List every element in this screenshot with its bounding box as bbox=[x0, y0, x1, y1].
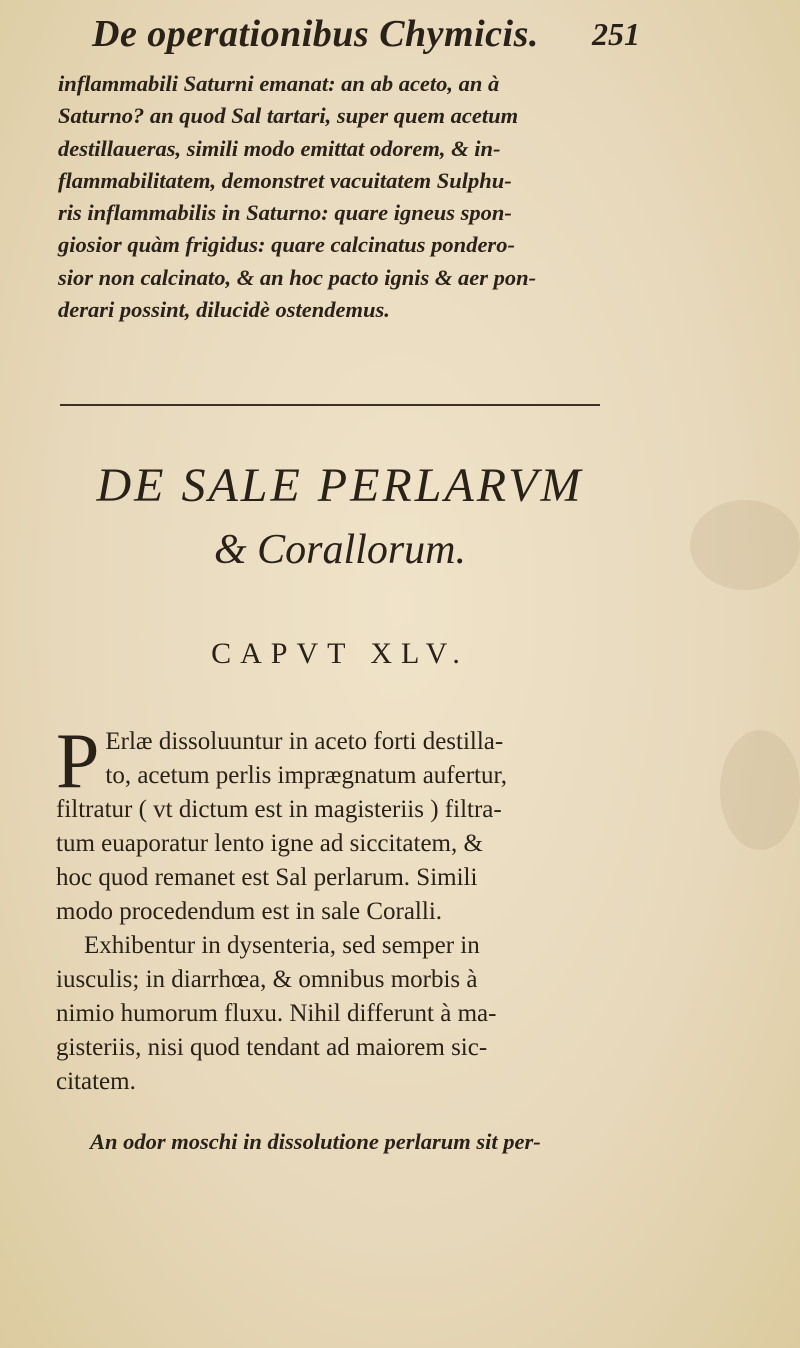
body-paragraph bbox=[56, 717, 636, 1099]
text-line: Exhibentur in dysenteria, sed semper in bbox=[84, 932, 480, 959]
text-line: modo procedendum est in sale Coralli. bbox=[56, 898, 443, 925]
text-line: hoc quod remanet est Sal perlarum. Simili bbox=[56, 864, 478, 891]
text-line: Erlæ dissoluuntur in aceto forti destilla- bbox=[105, 728, 504, 755]
text-line: derari possint, dilucidè ostendemus. bbox=[58, 297, 390, 323]
text-line: nimio humorum fluxu. Nihil differunt à ma- bbox=[56, 1000, 497, 1027]
text-line: to, acetum perlis imprægnatum aufertur, bbox=[105, 762, 508, 789]
text-line: citatem. bbox=[56, 1068, 136, 1095]
text-line: iusculis; in diarrhœa, & omnibus morbis à bbox=[56, 966, 478, 993]
text-line: giosior quàm frigidus: quare calcinatus pondero- bbox=[58, 232, 515, 258]
text-line: gisteriis, nisi quod tendant ad maiorem sic- bbox=[56, 1034, 488, 1061]
section-divider bbox=[60, 404, 600, 406]
page-number: 251 bbox=[592, 16, 640, 52]
text-line: flammabilitatem, demonstret vacuitatem Sulphu- bbox=[58, 167, 512, 193]
chapter-subtitle: & Corallorum. bbox=[213, 527, 467, 573]
chapter-title: DE SALE PERLARVM bbox=[96, 459, 584, 512]
catchword-line: An odor moschi in dissolutione perlarum sit per- bbox=[90, 1129, 541, 1154]
chapter-number: CAPVT XLV. bbox=[211, 637, 469, 670]
text-line: ris inflammabilis in Saturno: quare igneus spon- bbox=[58, 200, 512, 226]
drop-cap: P bbox=[56, 717, 100, 804]
paper-stain bbox=[690, 500, 800, 590]
text-line: sior non calcinato, & an hoc pacto ignis & aer pon- bbox=[58, 264, 537, 290]
text-line: filtratur ( vt dictum est in magisteriis ) filtra- bbox=[56, 796, 502, 823]
text-line: destillaueras, simili modo emittat odorem, & in- bbox=[58, 135, 501, 161]
running-title: De operationibus Chymicis. bbox=[92, 13, 539, 55]
intro-paragraph bbox=[58, 68, 638, 326]
page-header bbox=[80, 12, 640, 62]
paper-stain bbox=[720, 730, 800, 850]
text-line: Saturno? an quod Sal tartari, super quem acetum bbox=[58, 103, 519, 129]
text-line: tum euaporatur lento igne ad siccitatem, & bbox=[56, 830, 483, 857]
text-line: inflammabili Saturni emanat: an ab aceto, an à bbox=[58, 71, 500, 96]
